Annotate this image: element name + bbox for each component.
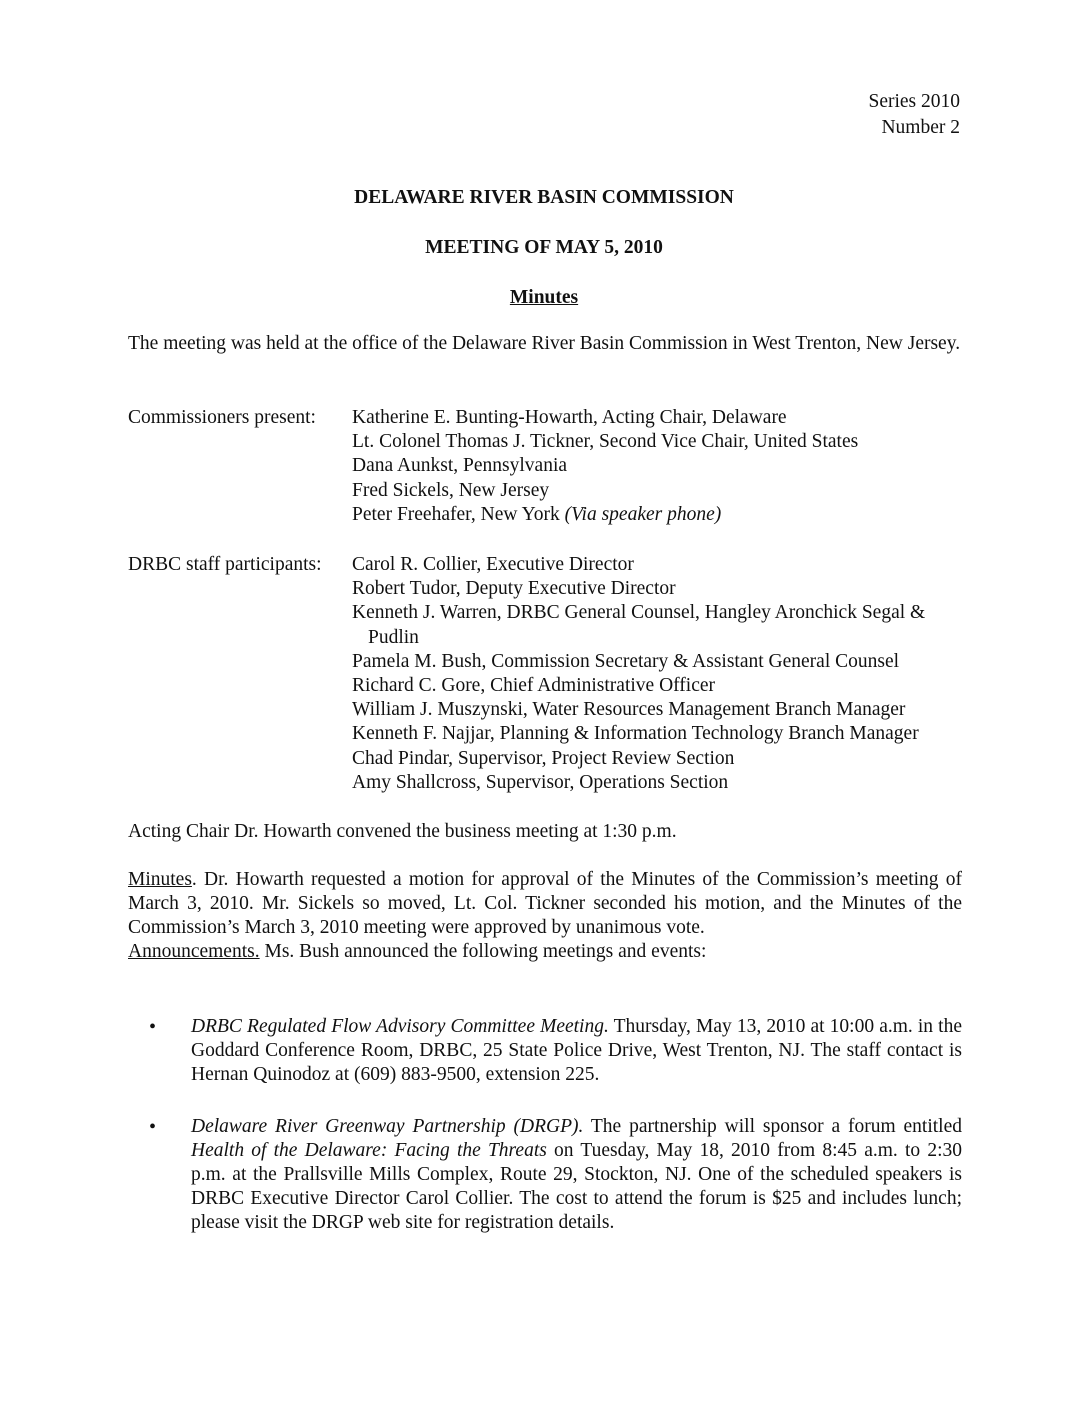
- staff-names: [352, 553, 982, 795]
- staff-label: DRBC staff participants:: [128, 554, 322, 575]
- announcement-text: Thursday, May 13, 2010 at 10:00 a.m. in the Goddard Conference Room, DRBC, 25 State Police Drive, West Trenton, NJ. The staff contact is Hernan Quinodoz at (609) 883-9500, extension 225.: [191, 1016, 962, 1085]
- announcements-paragraph: [128, 940, 962, 964]
- commissioner-note: (Via speaker phone): [564, 503, 722, 525]
- commissioners-names: [352, 406, 982, 527]
- announcement-title: Delaware River Greenway Partnership (DRGP).: [191, 1116, 584, 1137]
- commissioner-item: Fred Sickels, New Jersey: [352, 479, 550, 501]
- announcement-title: DRBC Regulated Flow Advisory Committee Meeting.: [191, 1016, 609, 1037]
- staff-item: Kenneth J. Warren, DRBC General Counsel, Hangley Aronchick Segal &: [352, 602, 926, 624]
- org-title: DELAWARE RIVER BASIN COMMISSION: [354, 187, 734, 208]
- staff-item: Carol R. Collier, Executive Director: [352, 554, 634, 575]
- intro-paragraph: The meeting was held at the office of the Delaware River Basin Commission in West Trenton, New Jersey.: [128, 333, 961, 354]
- staff-item: Chad Pindar, Supervisor, Project Review Section: [352, 747, 735, 769]
- convened-paragraph: Acting Chair Dr. Howarth convened the business meeting at 1:30 p.m.: [128, 821, 677, 842]
- minutes-heading: Minutes: [128, 869, 192, 890]
- staff-item: Amy Shallcross, Supervisor, Operations Section: [352, 771, 729, 793]
- series-number: Number 2: [881, 117, 960, 138]
- staff-item: Richard C. Gore, Chief Administrative Officer: [352, 675, 716, 697]
- minutes-text: . Dr. Howarth requested a motion for approval of the Minutes of the Commission’s meeting of March 3, 2010. Mr. Sickels so moved, Lt. Col. Tickner seconded his motion, and the Minutes of the Commission’s March 3, 2010 meeting were approved by unanimous vote.: [128, 869, 962, 938]
- bullet-icon: •: [149, 1116, 157, 1138]
- section-title: Minutes: [509, 287, 579, 308]
- meeting-title: MEETING OF MAY 5, 2010: [425, 237, 663, 258]
- announcement-text: The partnership will sponsor a forum entitled: [583, 1116, 962, 1137]
- series-block: [868, 89, 960, 141]
- commissioner-item: Katherine E. Bunting-Howarth, Acting Chair, Delaware: [352, 407, 787, 428]
- staff-item: Robert Tudor, Deputy Executive Director: [352, 578, 676, 600]
- commissioner-item-row: [352, 503, 982, 527]
- staff-item-continuation: Pudlin: [368, 626, 419, 648]
- commissioner-item: Peter Freehafer, New York: [352, 503, 560, 525]
- announcements-heading: Announcements.: [128, 941, 260, 962]
- commissioners-label: Commissioners present:: [128, 407, 316, 428]
- announcement-item: [149, 1015, 962, 1087]
- series-label: Series 2010: [868, 91, 960, 112]
- bullet-icon: •: [149, 1016, 157, 1038]
- announcement-item: [149, 1115, 962, 1235]
- announcement-text: on Tuesday, May 18, 2010 from 8:45 a.m. to 2:30 p.m. at the Prallsville Mills Complex, Route 29, Stockton, NJ. One of the scheduled speakers is DRBC Executive Director Carol Collier. The cost to attend the forum is $25 and includes lunch; please visit the DRGP web site for registration details.: [191, 1140, 962, 1233]
- announcements-text: Ms. Bush announced the following meetings and events:: [259, 941, 707, 962]
- staff-item: William J. Muszynski, Water Resources Management Branch Manager: [352, 699, 906, 721]
- staff-item: Kenneth F. Najjar, Planning & Information Technology Branch Manager: [352, 723, 919, 745]
- commissioner-item: Lt. Colonel Thomas J. Tickner, Second Vice Chair, United States: [352, 431, 859, 453]
- staff-item: Pamela M. Bush, Commission Secretary & Assistant General Counsel: [352, 650, 900, 672]
- commissioner-item: Dana Aunkst, Pennsylvania: [352, 455, 568, 477]
- minutes-paragraph: [128, 868, 962, 940]
- forum-title: Health of the Delaware: Facing the Threats: [191, 1140, 547, 1161]
